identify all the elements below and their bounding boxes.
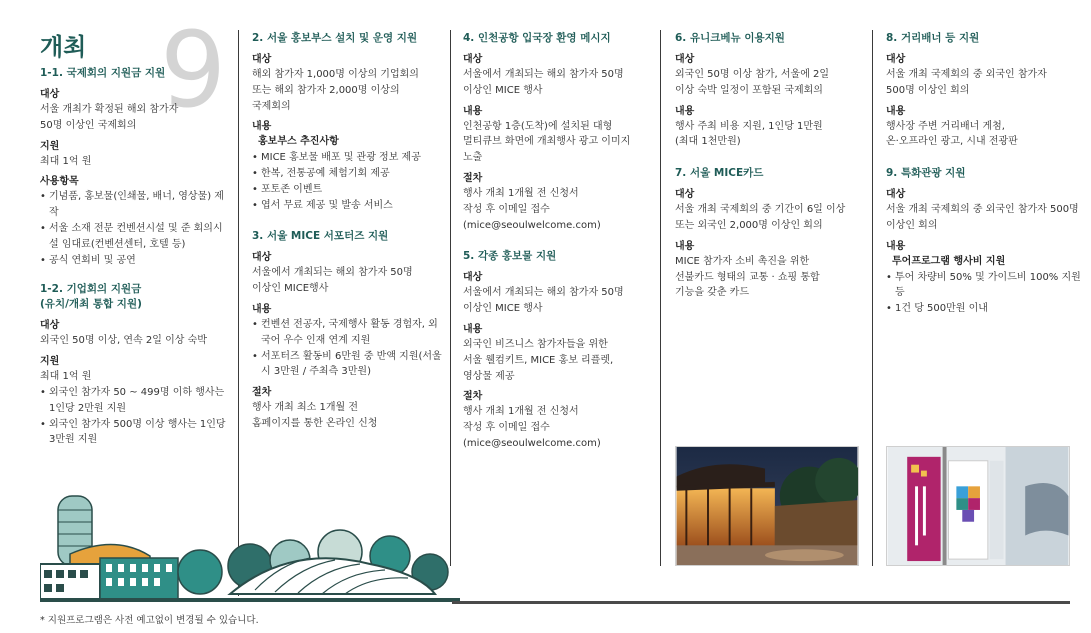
list-item: • 외국인 참가자 500명 이상 행사는 1인당 3만원 지원 (40, 418, 226, 446)
label-procedure: 절차 (252, 387, 272, 399)
text-line: 작성 후 이메일 접수 (463, 203, 550, 215)
text-line: 이상인 MICE 행사 (463, 303, 543, 315)
list-item: • 컨벤션 전공자, 국제행사 활동 경험자, 외국어 우수 인재 연계 지원 (252, 318, 438, 346)
text-line: 500명 이상인 회의 (886, 84, 970, 96)
text-line: 서울에서 개최되는 해외 참가자 50명 (463, 287, 624, 299)
label-procedure: 절차 (463, 391, 483, 403)
column-2 (252, 31, 447, 432)
text-line: 서울에서 개최되는 해외 참가자 50명 (252, 267, 413, 279)
section-title: 7. 서울 MICE카드 (675, 167, 764, 180)
footer-rule (452, 601, 1070, 604)
label-support: 지원 (40, 356, 60, 368)
label-procedure: 절차 (463, 172, 483, 184)
label-content: 내용 (675, 240, 695, 252)
list-item: • 공식 연회비 및 공연 (40, 254, 136, 266)
text-line: 서울 웰컴키트, MICE 홍보 리플렛, (463, 354, 614, 366)
text-line: 외국인 50명 이상 참가, 서울에 2일 (675, 69, 830, 80)
text-line: 외국인 비즈니스 참가자들을 위한 (463, 338, 608, 350)
text-line: 이상인 MICE행사 (252, 283, 329, 295)
city-skyline-illustration (40, 494, 460, 604)
text-line: 행사 개최 1개월 전 신청서 (463, 406, 579, 418)
column-1 (40, 32, 230, 448)
label-content: 내용 (463, 105, 483, 117)
label-target: 대상 (675, 189, 695, 201)
text-line: 행사장 주변 거리배너 게첨, (886, 120, 1005, 132)
section-title: 1-1. 국제회의 지원금 지원 (40, 67, 166, 79)
text-line: 인천공항 1층(도착)에 설치된 대형 (463, 120, 613, 132)
label-use: 사용항목 (40, 176, 79, 188)
text-line: 노출 (463, 152, 483, 164)
text-line: 서울에서 개최되는 해외 참가자 50명 (463, 69, 624, 80)
text-line: 또는 외국인 2,000명 이상인 회의 (675, 219, 823, 231)
list-item: • 엽서 무료 제공 및 발송 서비스 (252, 199, 393, 211)
text-line: 홈페이지를 통한 온라인 신청 (252, 417, 378, 429)
section-title: (유치/개최 통합 지원) (40, 298, 142, 311)
text-line: 서울 개최 국제회의 중 기간이 6일 이상 (675, 204, 846, 216)
list-item: • 서울 소재 전문 컨벤션시설 및 준 회의시설 임대료(컨벤션센터, 호텔 등) (40, 222, 223, 250)
section-title: 3. 서울 MICE 서포터즈 지원 (252, 230, 389, 243)
text-line: 선불카드 형태의 교통 · 쇼핑 통합 (675, 271, 820, 283)
label-target: 대상 (40, 89, 60, 100)
street-banner-photo (886, 446, 1070, 566)
page-title: 개최 (40, 33, 87, 61)
label-target: 대상 (252, 252, 272, 264)
list-item: • 1건 당 500만원 이내 (886, 303, 988, 315)
section-title: 1-2. 기업회의 지원금 (40, 283, 142, 296)
email-address: (mice@seoulwelcome.com) (463, 437, 601, 449)
text-line: 최대 1억 원 (40, 371, 92, 383)
text-line: 행사 개최 1개월 전 신청서 (463, 187, 579, 199)
label-target: 대상 (463, 272, 483, 284)
sub-heading: 홍보부스 추진사항 (258, 136, 339, 148)
list-item: • 한복, 전통공예 체험기회 제공 (252, 167, 390, 179)
text-line: 최대 1억 원 (40, 155, 92, 167)
text-line: 이상인 MICE 행사 (463, 84, 543, 96)
text-line: 서울 개최 국제회의 중 외국인 참가자 500명 (886, 204, 1079, 216)
footnote: * 지원프로그램은 사전 예고없이 변경될 수 있습니다. (40, 615, 259, 626)
text-line: 서울 개최가 확정된 해외 참가자 (40, 104, 179, 115)
text-line: MICE 참가자 소비 촉진을 위한 (675, 255, 810, 267)
sub-heading: 투어프로그램 행사비 지원 (892, 255, 1006, 267)
text-line: 행사 주최 비용 지원, 1인당 1만원 (675, 120, 823, 132)
label-content: 내용 (252, 303, 272, 315)
section-title: 9. 특화관광 지원 (886, 167, 966, 180)
label-content: 내용 (886, 240, 906, 252)
column-3 (463, 31, 658, 452)
text-line: 행사 개최 최소 1개월 전 (252, 402, 359, 414)
section-title: 5. 각종 홍보물 지원 (463, 250, 557, 263)
column-divider-4 (872, 30, 873, 566)
label-target: 대상 (886, 54, 906, 65)
column-4 (675, 31, 870, 301)
label-target: 대상 (252, 54, 272, 65)
text-line: 외국인 50명 이상, 연속 2일 이상 숙박 (40, 335, 207, 347)
text-line: 기능을 갖춘 카드 (675, 287, 749, 299)
text-line: 멀티큐브 화면에 개최행사 광고 이미지 (463, 136, 631, 148)
text-line: 또는 해외 참가자 2,000명 이상의 (252, 84, 400, 96)
text-line: 온·오프라인 광고, 시내 전광판 (886, 136, 1018, 148)
list-item: • 외국인 참가자 50 ~ 499명 이하 행사는 1인당 2만원 지원 (40, 386, 225, 414)
email-address: (mice@seoulwelcome.com) (463, 219, 601, 231)
text-line: 영상물 제공 (463, 370, 515, 382)
section-number: 9 (160, 9, 227, 131)
text-line: 이상인 회의 (886, 219, 938, 231)
label-content: 내용 (463, 323, 483, 335)
unique-venue-photo (675, 446, 859, 566)
label-target: 대상 (40, 320, 60, 332)
list-item: • 기념품, 홍보물(인쇄물, 배너, 영상물) 제작 (40, 191, 224, 219)
column-divider-2 (450, 30, 451, 566)
text-line: 해외 참가자 1,000명 이상의 기업회의 (252, 69, 419, 80)
label-content: 내용 (675, 105, 695, 117)
label-support: 지원 (40, 140, 60, 152)
section-title: 6. 유니크베뉴 이용지원 (675, 32, 785, 44)
list-item: • 서포터즈 활동비 6만원 중 반액 지원(서울시 3만원 / 주최측 3만원) (252, 350, 442, 378)
label-content: 내용 (886, 105, 906, 117)
column-5 (886, 31, 1081, 317)
column-divider-3 (660, 30, 661, 566)
text-line: 국제회의 (252, 100, 291, 112)
text-line: (최대 1천만원) (675, 136, 741, 148)
list-item: • MICE 홍보물 배포 및 관광 정보 제공 (252, 152, 421, 164)
section-title: 2. 서울 홍보부스 설치 및 운영 지원 (252, 32, 418, 44)
label-target: 대상 (463, 54, 483, 65)
section-title: 4. 인천공항 입국장 환영 메시지 (463, 32, 611, 44)
text-line: 작성 후 이메일 접수 (463, 422, 550, 434)
text-line: 50명 이상인 국제회의 (40, 119, 137, 131)
text-line: 이상 숙박 일정이 포함된 국제회의 (675, 84, 823, 96)
label-content: 내용 (252, 121, 272, 133)
section-title: 8. 거리배너 등 지원 (886, 32, 980, 44)
list-item: • 포토존 이벤트 (252, 183, 323, 195)
label-target: 대상 (675, 54, 695, 65)
text-line: 서울 개최 국제회의 중 외국인 참가자 (886, 69, 1047, 80)
label-target: 대상 (886, 189, 906, 201)
list-item: • 투어 차량비 50% 및 가이드비 100% 지원 등 (886, 271, 1081, 299)
